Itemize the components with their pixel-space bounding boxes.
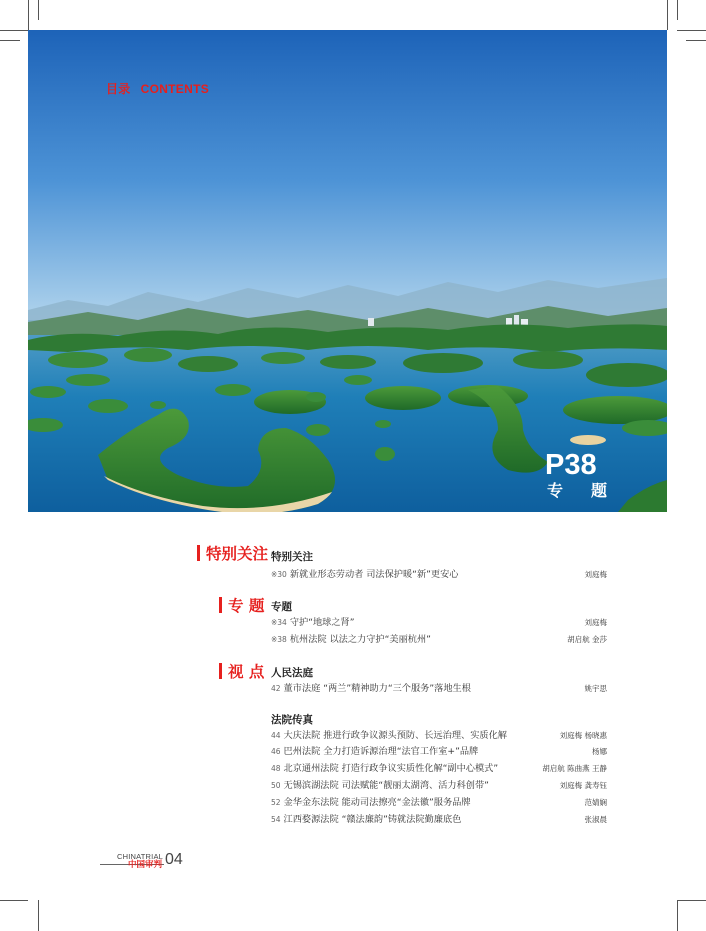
toc-heading-en: CONTENTS (140, 82, 210, 96)
entry-author: 刘庭梅 杨晓惠 (559, 731, 607, 740)
section-label-special-focus: 特别关注 (197, 545, 268, 563)
crop-mark (686, 40, 706, 41)
entry-title: 无锡滨湖法院 司法赋能“靓丽太湖湾、活力科创带” (283, 780, 489, 791)
entry-page: ※30 (271, 570, 287, 579)
crop-mark (667, 0, 668, 30)
entry-page: 44 (271, 731, 281, 740)
entry-title: 新就业形态劳动者 司法保护暖“新”更安心 (289, 569, 459, 580)
toc-heading-cn: 目录 (106, 82, 131, 96)
entry-title: 江西婺源法院 “赣法廉韵”铸就法院勤廉底色 (283, 814, 462, 825)
entry-author: 刘庭梅 (584, 570, 607, 579)
category-title: 特别关注 (271, 551, 313, 563)
crop-mark (677, 30, 706, 31)
hero-lake-photo (28, 30, 667, 512)
entry-title: 董市法庭 “两兰”精神助力“三个服务”落地生根 (283, 683, 471, 694)
toc-entry[interactable] (271, 682, 607, 696)
category-title: 法院传真 (271, 714, 313, 726)
feature-label: 专题 (547, 481, 636, 500)
footer-magazine-en: CHINATRIAL (117, 852, 164, 861)
footer-page-number: 04 (165, 851, 183, 868)
entry-author: 张淑晨 (584, 815, 607, 824)
crop-mark (38, 0, 39, 20)
entry-title: 巴州法院 全力打造诉源治理“法官工作室+”品牌 (283, 746, 479, 757)
entry-author: 刘庭梅 (584, 618, 607, 627)
entry-author: 胡启航 金莎 (567, 635, 607, 644)
entry-author: 刘庭梅 龚寿钰 (559, 781, 607, 790)
entry-author: 姚宇思 (584, 684, 607, 693)
toc-entry[interactable] (271, 796, 607, 810)
entry-title: 北京通州法院 打造行政争议实质性化解“副中心模式” (283, 763, 499, 774)
category-title: 专题 (271, 601, 292, 613)
entry-author: 杨娜 (592, 747, 607, 756)
entry-page: 52 (271, 798, 281, 807)
entry-page: 48 (271, 764, 281, 773)
section-bar (197, 545, 200, 561)
toc-entry[interactable] (271, 633, 607, 647)
entry-page: 54 (271, 815, 281, 824)
entry-author: 胡启航 陈曲燕 王静 (542, 764, 607, 773)
crop-mark (0, 40, 20, 41)
toc-entry[interactable] (271, 616, 607, 630)
section-bar (219, 597, 222, 613)
entry-page: 42 (271, 684, 281, 693)
toc-entry[interactable] (271, 568, 607, 582)
toc-entry[interactable] (271, 762, 607, 776)
entry-title: 大庆法院 推进行政争议源头预防、长远治理、实质化解 (283, 730, 507, 741)
entry-page: ※34 (271, 618, 287, 627)
crop-mark (677, 0, 678, 20)
entry-title: 守护“地球之肾” (289, 617, 355, 628)
category-title: 人民法庭 (271, 667, 313, 679)
toc-entry[interactable] (271, 813, 607, 827)
crop-mark (677, 900, 706, 901)
entry-author: 范婧娴 (584, 798, 607, 807)
entry-page: 50 (271, 781, 281, 790)
crop-mark (677, 900, 678, 931)
toc-entry[interactable] (271, 779, 607, 793)
toc-heading (106, 80, 219, 97)
crop-mark (0, 30, 28, 31)
entry-page: ※38 (271, 635, 287, 644)
entry-page: 46 (271, 747, 281, 756)
section-bar (219, 663, 222, 679)
toc-entry[interactable] (271, 745, 607, 759)
feature-page-number: P38 (545, 449, 597, 481)
section-label-topic: 专 题 (219, 597, 264, 615)
crop-mark (0, 900, 28, 901)
crop-mark (38, 900, 39, 931)
toc-entry[interactable] (271, 729, 607, 743)
entry-title: 金华金东法院 能动司法擦亮“金法徽”服务品牌 (283, 797, 471, 808)
footer-magazine-cn: 中国审判 (128, 860, 163, 870)
entry-title: 杭州法院 以法之力守护“美丽杭州” (289, 634, 431, 645)
section-label-viewpoint: 视 点 (219, 663, 264, 681)
crop-mark (28, 0, 29, 30)
